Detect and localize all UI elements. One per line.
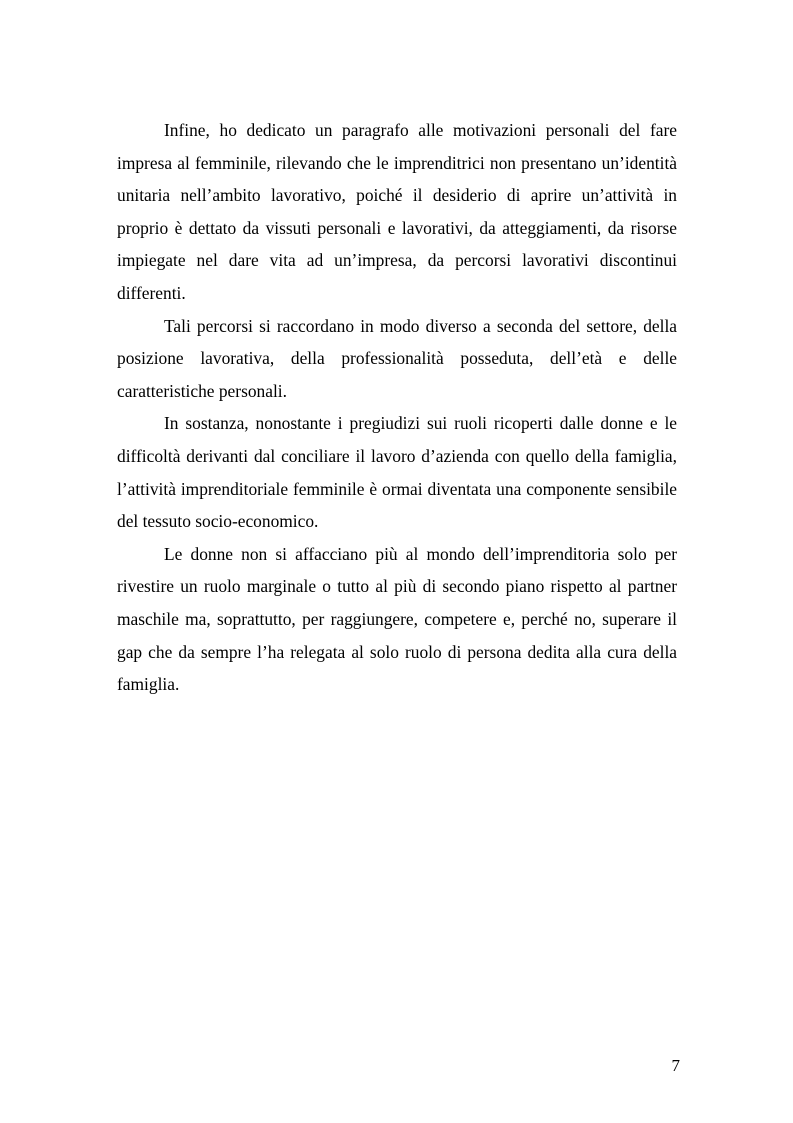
body-text <box>117 114 677 701</box>
page-number: 7 <box>671 1056 680 1075</box>
paragraph-conclusion: Le donne non si affacciano più al mondo dell’imprenditoria solo per rivestire un ruolo marginale o tutto al più di secondo piano rispetto al partner maschile ma, soprattutto, per raggiungere, competere e, perché no, superare il gap che da sempre l’ha relegata al solo ruolo di persona dedita alla cura della famiglia. <box>117 543 677 695</box>
paragraph-motivations: Infine, ho dedicato un paragrafo alle motivazioni personali del fare impresa al femminile, rilevando che le imprenditrici non presentano un’identità unitaria nell’ambito lavorativo, poiché il desiderio di aprire un’attività in proprio è dettato da vissuti personali e lavorativi, da atteggiamenti, da risorse impiegate nel dare vita ad un’impresa, da percorsi lavorativi discontinui differenti. <box>117 120 677 303</box>
paragraph-summary: In sostanza, nonostante i pregiudizi sui ruoli ricoperti dalle donne e le difficoltà derivanti dal conciliare il lavoro d’azienda con quello della famiglia, l’attività imprenditoriale femminile è ormai diventata una componente sensibile del tessuto socio-economico. <box>117 413 677 532</box>
paragraph-paths: Tali percorsi si raccordano in modo diverso a seconda del settore, della posizione lavorativa, della professionalità posseduta, dell’età e delle caratteristiche personali. <box>117 315 677 401</box>
